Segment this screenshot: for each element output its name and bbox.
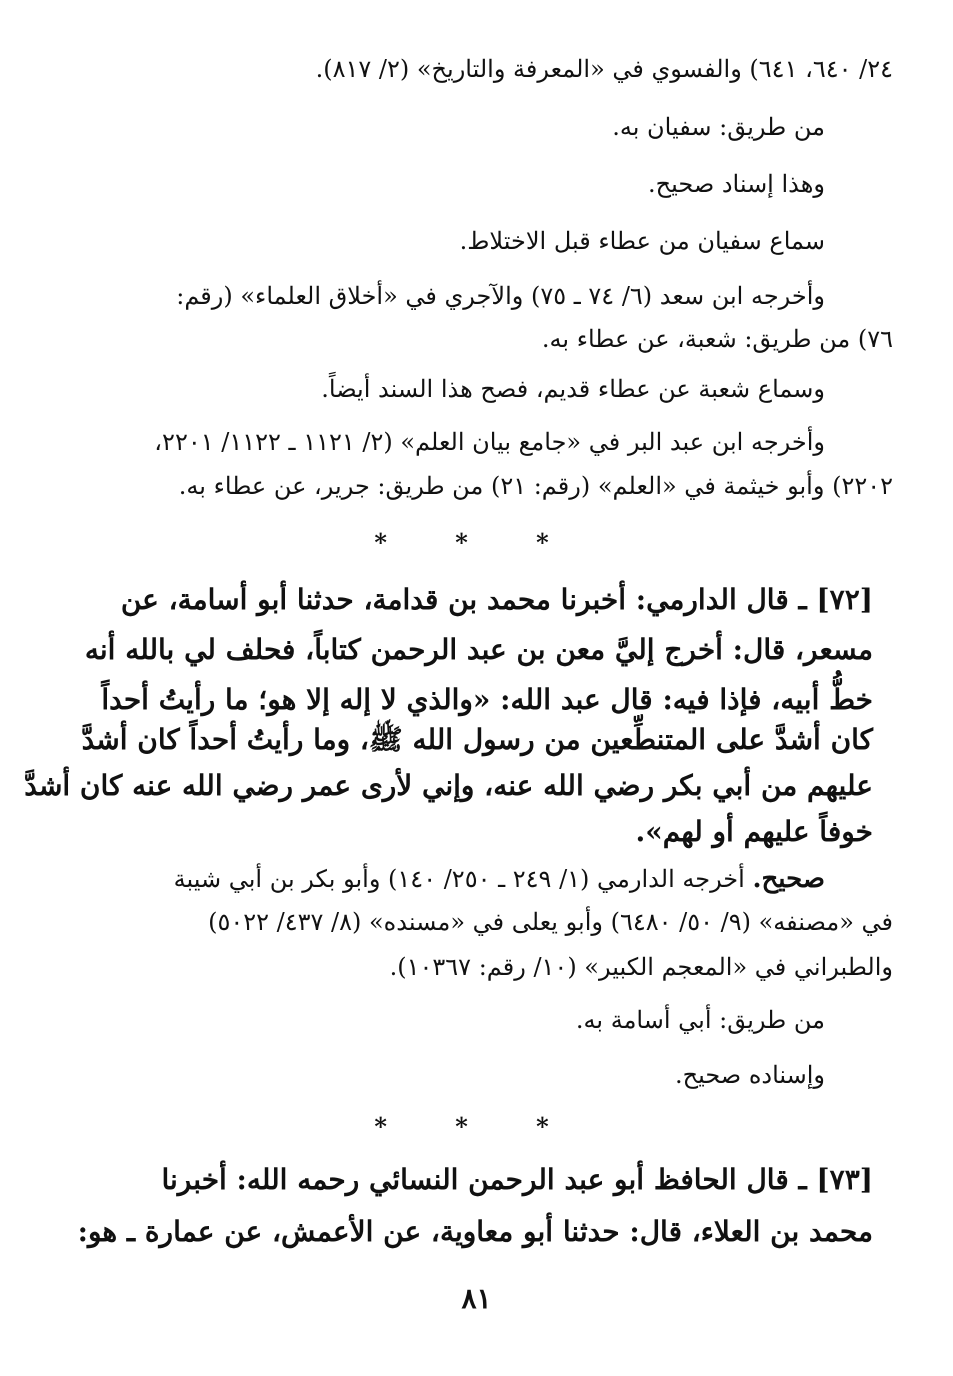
text-line: من طريق: سفيان به. — [612, 113, 825, 141]
text-line: سماع سفيان من عطاء قبل الاختلاط. — [459, 227, 825, 255]
grading-label: صحيح. — [752, 864, 825, 894]
text-line: من طريق: أبي أسامة به. — [575, 1006, 825, 1034]
hadith-text-line: عليهم من أبي بكر رضي الله عنه، وإني لأرى عمر رضي الله عنه كان أشدَّ — [24, 769, 873, 802]
text-line: ٧٦) من طريق: شعبة، عن عطاء به. — [541, 325, 893, 353]
section-separator: * * * — [374, 528, 579, 557]
text-line: ٢٤/ ٦٤٠، ٦٤١) والفسوي في «المعرفة والتاريخ» (٢/ ٨١٧). — [315, 55, 893, 83]
text-line: وسماع شعبة عن عطاء قديم، فصح هذا السند أيضاً. — [321, 375, 825, 403]
page-number: ٨١ — [461, 1282, 492, 1315]
text-line: وأخرجه ابن سعد (٦/ ٧٤ ـ ٧٥) والآجري في «أخلاق العلماء» (رقم: — [176, 282, 825, 310]
hadith-text-line: مسعر، قال: أخرج إليَّ معن بن عبد الرحمن كتاباً، فحلف لي بالله أنه — [84, 633, 873, 666]
hadith-text-line: خطُّ أبيه، فإذا فيه: قال عبد الله: «والذي لا إله إلا هو؛ ما رأيتُ أحداً — [101, 683, 873, 716]
text-line: وهذا إسناد صحيح. — [647, 170, 825, 198]
hadith-text-line: خوفاً عليهم أو لهم». — [635, 815, 873, 848]
text-line — [174, 862, 825, 896]
text-line: وأخرجه ابن عبد البر في «جامع بيان العلم» (٢/ ١١٢١ ـ ١١٢٢/ ٢٢٠١، — [154, 428, 825, 456]
text-line: وإسناده صحيح. — [674, 1061, 825, 1089]
hadith-text-line: [٧٣] ـ قال الحافظ أبو عبد الرحمن النسائي رحمه الله: أخبرنا — [161, 1163, 873, 1196]
text-line: والطبراني في «المعجم الكبير» (١٠/ رقم: ١٠٣٦٧). — [389, 953, 893, 981]
section-separator: * * * — [374, 1112, 579, 1141]
hadith-text-line: كان أشدَّ على المتنطِّعين من رسول الله ﷺ، وما رأيتُ أحداً كان أشدَّ — [81, 723, 873, 756]
text-line: ٢٢٠٢) وأبو خيثمة في «العلم» (رقم: ٢١) من طريق: جرير، عن عطاء به. — [178, 472, 893, 500]
hadith-text-line: [٧٢] ـ قال الدارمي: أخبرنا محمد بن قدامة، حدثنا أبو أسامة، عن — [120, 583, 873, 616]
hadith-text-line: محمد بن العلاء، قال: حدثنا أبو معاوية، عن الأعمش، عن عمارة ـ هو: — [77, 1215, 873, 1248]
text-line: في «مصنفه» (٩/ ٥٠/ ٦٤٨٠) وأبو يعلى في «مسنده» (٨/ ٤٣٧/ ٥٠٢٢) — [208, 908, 893, 936]
text-segment: أخرجه الدارمي (١/ ٢٤٩ ـ ٢٥٠/ ١٤٠) وأبو بكر بن أبي شيبة — [173, 865, 753, 893]
